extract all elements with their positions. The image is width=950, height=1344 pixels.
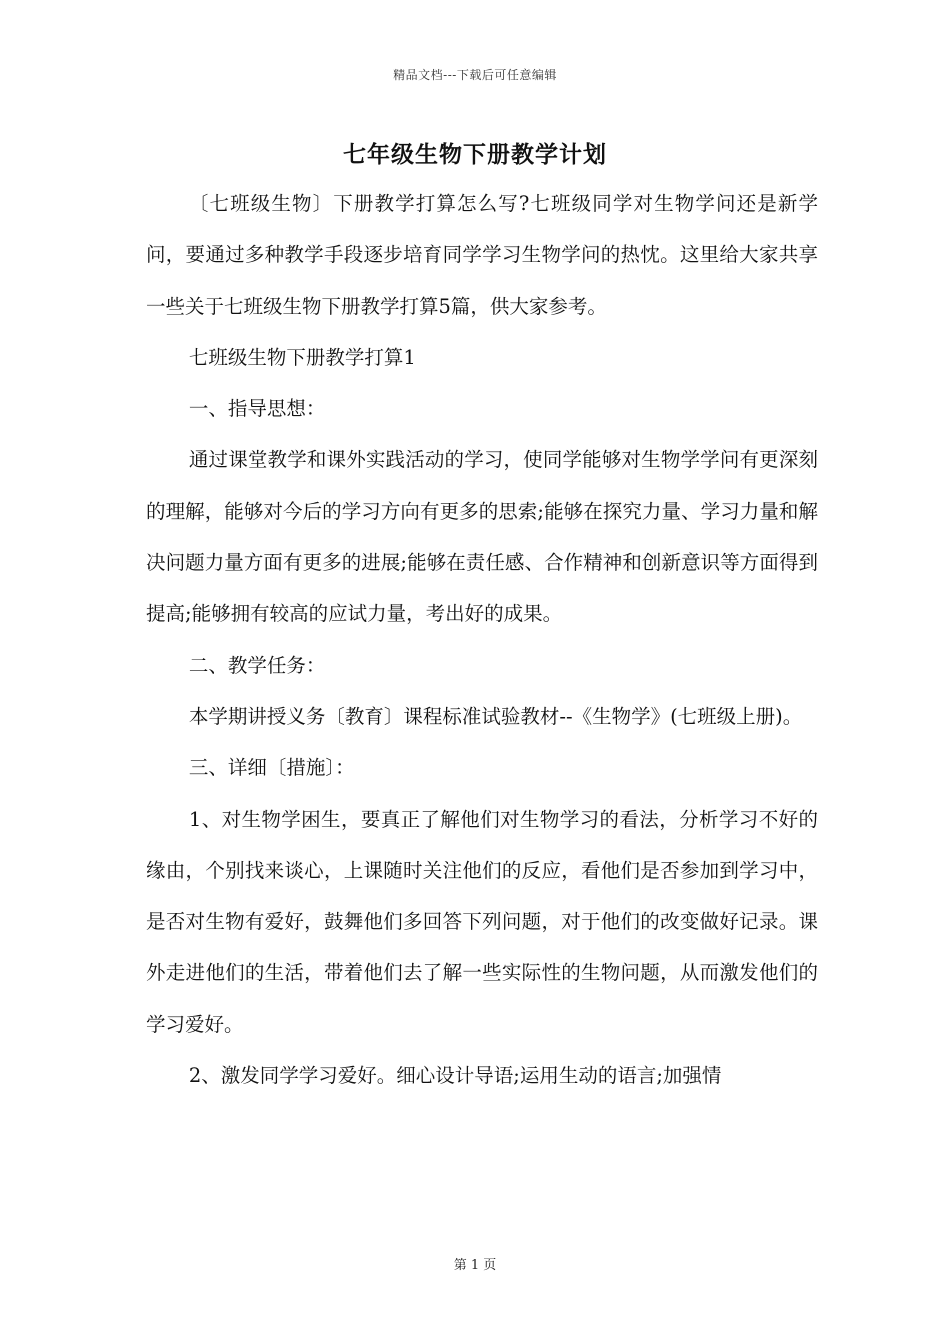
paragraph: 通过课堂教学和课外实践活动的学习，使同学能够对生物学学问有更深刻的理解，能够对今后的学习方向有更多的思索;能够在探究力量、学习力量和解决问题力量方面有更多的进展;能够在责任感、合作精神和创新意识等方面得到提高;能够拥有较高的应试力量，考出好的成果。	[146, 448, 818, 626]
section-heading: 一、指导思想：	[188, 397, 326, 421]
paragraph: 〔七班级生物〕下册教学打算怎么写?七班级同学对生物学问还是新学问，要通过多种教学手段逐步培育同学学习生物学问的热忱。这里给大家共享一些关于七班级生物下册教学打算5篇，供大家参考。	[146, 192, 818, 318]
document-title: 七年级生物下册教学计划	[343, 141, 607, 168]
paragraph: 1、对生物学困生，要真正了解他们对生物学习的看法，分析学习不好的缘由，个别找来谈心，上课随时关注他们的反应，看他们是否参加到学习中，是否对生物有爱好，鼓舞他们多回答下列问题，对于他们的改变做好记录。课外走进他们的生活，带着他们去了解一些实际性的生物问题，从而激发他们的学习爱好。	[146, 807, 818, 1036]
document-body	[146, 178, 818, 1101]
section-heading: 七班级生物下册教学打算1	[188, 345, 416, 369]
page-footer: 第 1 页	[453, 1258, 497, 1273]
page-header: 精品文档---下载后可任意编辑	[393, 68, 557, 82]
paragraph: 本学期讲授义务〔教育〕课程标准试验教材--《生物学》(七班级上册)。	[188, 704, 803, 728]
section-heading: 二、教学任务：	[188, 653, 326, 677]
section-heading: 三、详细〔措施〕：	[188, 756, 355, 780]
paragraph: 2、激发同学学习爱好。细心设计导语;运用生动的语言;加强情	[188, 1064, 722, 1088]
